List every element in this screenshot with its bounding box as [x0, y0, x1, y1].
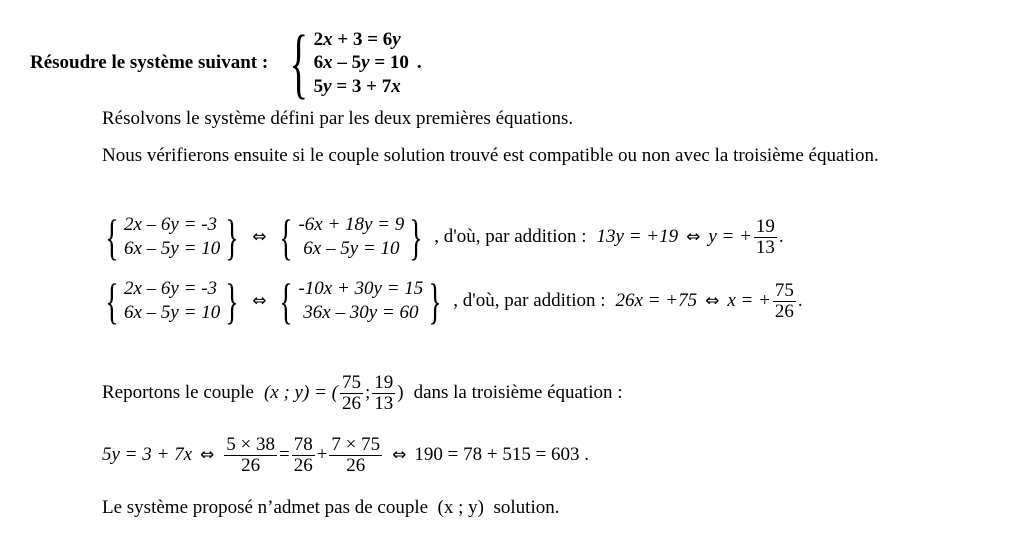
step2-result: 26x = +75 [615, 290, 698, 311]
step1-fraction: $\frac{19}{13}$ [755, 215, 775, 258]
check-result: 190 = 78 + 515 = 603 . [414, 444, 590, 466]
step-1: { 2x – 6y = -3 6x – 5y = 10 } ⇔ { -6x + 18y = 9 6x – 5y = 10 } , d'où, par addition : 13y = +19 ⇔ y = + $\frac{19}{13}$ . [105, 209, 784, 265]
report-line: Reportons le couple (x ; y) = ( $\frac{75}{26}$ ; $\frac{19}{13}$ ) dans la troisième équation : [102, 372, 623, 414]
iff-symbol: ⇔ [686, 227, 701, 247]
check-fraction-1: $\frac{5 \times 38}{26}$ [226, 434, 275, 476]
intro-line-2: Nous vérifierons ensuite si le couple solution trouvé est compatible ou non avec la troisième équation. [102, 145, 879, 166]
step1-left-system: 2x – 6y = -3 6x – 5y = 10 [124, 214, 221, 259]
step2-left-system: 2x – 6y = -3 6x – 5y = 10 [124, 278, 221, 323]
report-couple: (x ; y) = ( [263, 382, 338, 404]
report-prefix: Reportons le couple [102, 382, 254, 404]
step1-result: 13y = +19 [596, 226, 679, 247]
step1-var: y = + [708, 226, 752, 247]
report-fraction-1: $\frac{75}{26}$ [341, 372, 361, 414]
iff-symbol: ⇔ [252, 291, 267, 311]
conclusion: Le système proposé n’admet pas de couple (x ; y) solution. [102, 497, 560, 518]
problem-system [314, 28, 409, 98]
problem-label: Résoudre le système suivant : [30, 52, 269, 73]
problem-period: . [416, 52, 422, 73]
iff-symbol: ⇔ [252, 227, 267, 247]
check-eq: 5y = 3 + 7x [102, 444, 193, 466]
step1-text: , d'où, par addition : [434, 226, 587, 247]
step2-fraction: $\frac{75}{26}$ [774, 279, 794, 322]
step1-right-system: -6x + 18y = 9 6x – 5y = 10 [298, 214, 405, 259]
report-fraction-2: $\frac{19}{13}$ [374, 372, 394, 414]
check-line: 5y = 3 + 7x ⇔ $\frac{5 \times 38}{26}$ = $\frac{78}{26}$ + $\frac{7 \times 75}{26}$ ⇔ 190 = 78 + 515 = 603 . [102, 434, 590, 476]
step2-text: , d'où, par addition : [453, 290, 606, 311]
problem-statement [30, 19, 422, 106]
system-brace: { [289, 19, 309, 106]
iff-symbol: ⇔ [705, 291, 720, 311]
step-2: { 2x – 6y = -3 6x – 5y = 10 } ⇔ { -10x + 30y = 15 36x – 30y = 60 } , d'où, par addition : 26x = +75 ⇔ x = + $\frac{75}{26}$ . [105, 273, 803, 329]
step2-var: x = + [727, 290, 771, 311]
problem-eq-2: 6x – 5y = 10 [313, 52, 409, 74]
problem-eq-3: 5y = 3 + 7x [313, 75, 401, 97]
intro-line-1: Résolvons le système défini par les deux premières équations. [102, 108, 574, 129]
step2-right-system: -10x + 30y = 15 36x – 30y = 60 [298, 278, 424, 323]
check-fraction-2: $\frac{78}{26}$ [293, 434, 313, 476]
problem-eq-1: 2x + 3 = 6y [313, 29, 401, 51]
iff-symbol: ⇔ [392, 445, 407, 466]
iff-symbol: ⇔ [200, 445, 215, 466]
report-suffix: dans la troisième équation : [413, 382, 623, 404]
check-fraction-3: $\frac{7 \times 75}{26}$ [331, 434, 381, 476]
